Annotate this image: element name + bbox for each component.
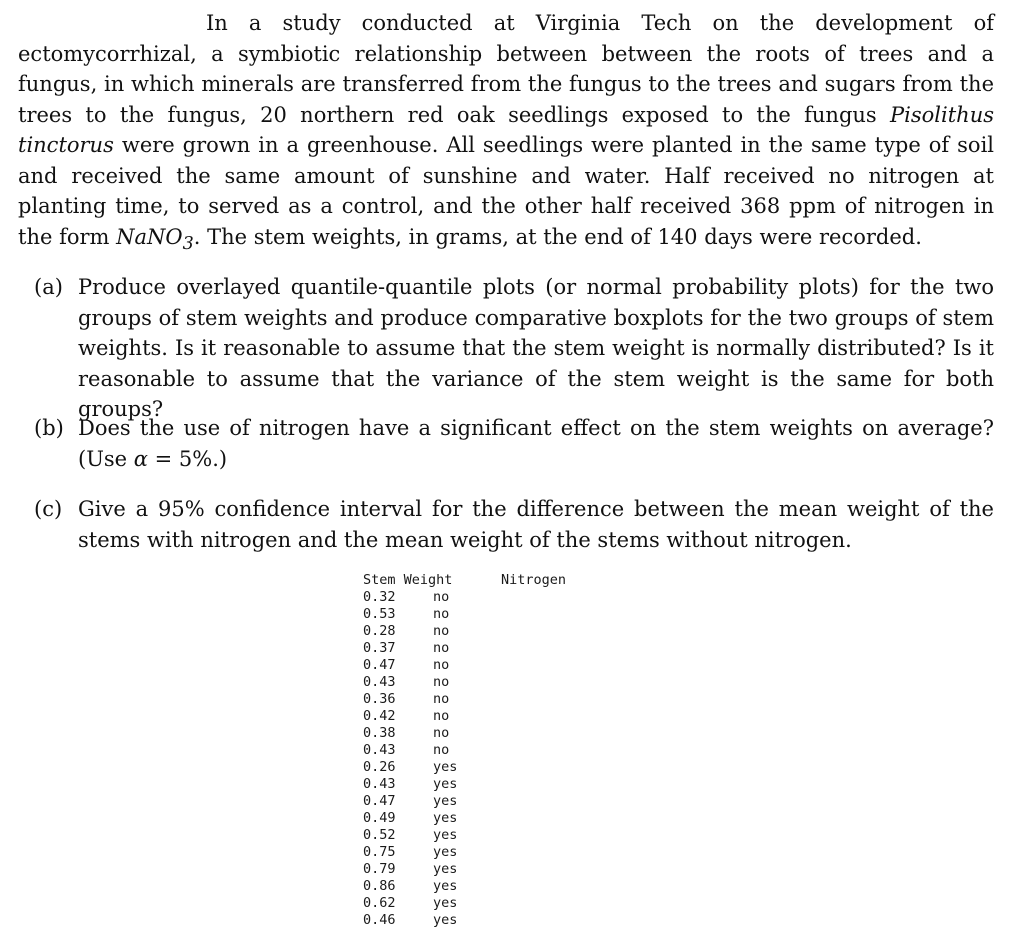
stem-weight-value: 0.36 — [363, 691, 396, 707]
stem-weight-value: 0.43 — [363, 742, 396, 758]
stem-weight-value: 0.42 — [363, 708, 396, 724]
stem-weight-value: 0.49 — [363, 810, 396, 826]
nitrogen-value: yes — [433, 912, 458, 928]
question-part-c — [34, 494, 994, 555]
part-a-label: (a) — [34, 275, 63, 299]
stem-weight-value: 0.86 — [363, 878, 396, 894]
nitrogen-value: no — [433, 742, 450, 758]
nitrogen-value: no — [433, 640, 450, 656]
stem-weight-value: 0.79 — [363, 861, 396, 877]
nitrogen-value: yes — [433, 793, 458, 809]
nitrogen-value: no — [433, 708, 450, 724]
stem-weight-value: 0.38 — [363, 725, 396, 741]
fungus-species-name: Pisolithus tinctorus — [18, 102, 994, 157]
nitrogen-value: no — [433, 691, 450, 707]
intro-paragraph — [18, 8, 994, 259]
intro-text-1: In a study conducted at Virginia Tech on the development of ectomycorrhizal, a symbiotic relationship between between the roots of trees and a fungus, in which minerals are transferred from the fungus to the trees and sugars from the trees to the fungus, 20 northern red oak seedlings exposed to the fungus — [18, 11, 994, 127]
nitrogen-value: yes — [433, 895, 458, 911]
stem-weight-value: 0.47 — [363, 793, 396, 809]
header-nitrogen: Nitrogen — [501, 572, 567, 588]
part-c-label: (c) — [34, 497, 63, 521]
nitrogen-value: no — [433, 657, 450, 673]
nitrogen-value: no — [433, 725, 450, 741]
nitrogen-value: yes — [433, 759, 458, 775]
stem-weight-value: 0.46 — [363, 912, 396, 928]
stem-weight-value: 0.53 — [363, 606, 396, 622]
nitrogen-value: yes — [433, 878, 458, 894]
part-b-label: (b) — [34, 416, 64, 440]
nitrogen-value: yes — [433, 844, 458, 860]
stem-weight-value: 0.28 — [363, 623, 396, 639]
nitrogen-value: no — [433, 589, 450, 605]
stem-weight-value: 0.62 — [363, 895, 396, 911]
nitrogen-value: yes — [433, 810, 458, 826]
stem-weight-value: 0.52 — [363, 827, 396, 843]
stem-weight-value: 0.37 — [363, 640, 396, 656]
stem-weight-value: 0.43 — [363, 674, 396, 690]
nitrogen-value: yes — [433, 827, 458, 843]
header-stem-weight: Stem Weight — [363, 572, 453, 588]
nitrogen-value: yes — [433, 861, 458, 877]
question-part-b — [34, 413, 994, 474]
stem-weight-value: 0.75 — [363, 844, 396, 860]
stem-weight-value: 0.47 — [363, 657, 396, 673]
part-a-text: Produce overlayed quantile-quantile plots (or normal probability plots) for the two groups of stem weights and produce comparative boxplots for the two groups of stem weights. Is it reasonable to assume that the stem weight is normally distributed? Is it reasonable to assume that the variance of the stem weight is the same for both groups? — [78, 275, 994, 421]
nitrogen-value: no — [433, 674, 450, 690]
stem-weight-value: 0.32 — [363, 589, 396, 605]
part-b-text: Does the use of nitrogen have a significant effect on the stem weights on average? (Use α = 5%.) — [78, 416, 994, 471]
alpha-symbol: α — [133, 446, 148, 471]
question-part-a — [34, 272, 994, 425]
nitrogen-value: no — [433, 623, 450, 639]
nitrogen-value: yes — [433, 776, 458, 792]
part-c-text: Give a 95% confidence interval for the difference between the mean weight of the stems with nitrogen and the mean weight of the stems without nitrogen. — [78, 497, 994, 552]
stem-weight-value: 0.43 — [363, 776, 396, 792]
intro-text-2: were grown in a greenhouse. All seedlings were planted in the same type of soil and received the same amount of sunshine and water. Half received no nitrogen at planting time, to served as a control, and the other half received 368 ppm of nitrogen in the form — [18, 133, 994, 249]
nitrogen-value: no — [433, 606, 450, 622]
intro-text-3: . The stem weights, in grams, at the end of 140 days were recorded. — [193, 224, 922, 249]
chemical-formula: NaNO$_3$ — [116, 224, 194, 254]
stem-weight-value: 0.26 — [363, 759, 396, 775]
